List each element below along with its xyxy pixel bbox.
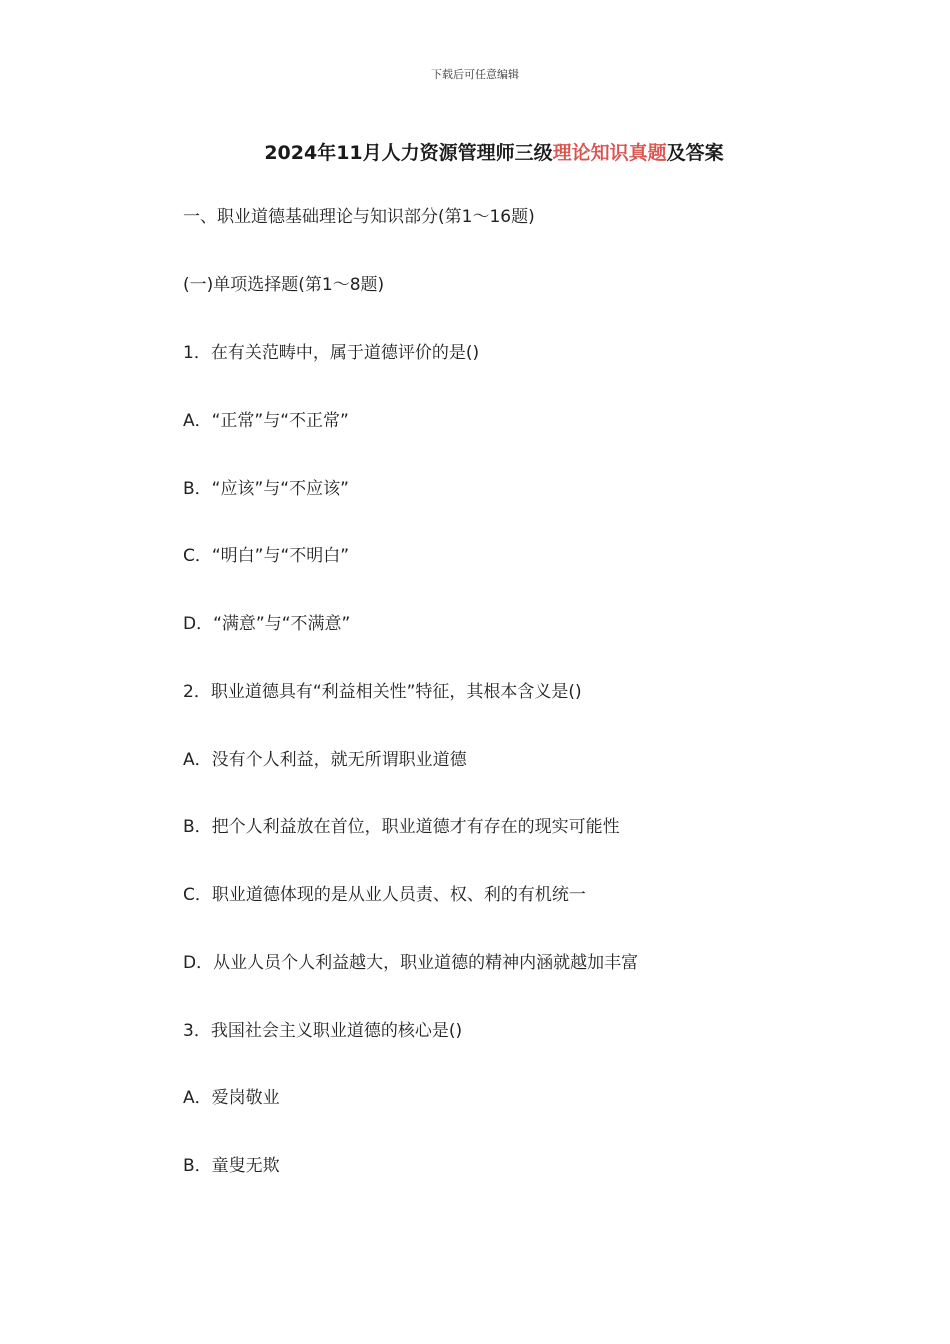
question-1-option-c: C．“明白”与“不明白”: [183, 546, 350, 566]
question-2-option-c: C．职业道德体现的是从业人员责、权、利的有机统一: [183, 885, 586, 905]
section-heading: 一、职业道德基础理论与知识部分(第1～16题): [183, 207, 535, 227]
question-2-option-b: B．把个人利益放在首位，职业道德才有存在的现实可能性: [183, 817, 620, 837]
question-3-option-b: B．童叟无欺: [183, 1156, 280, 1176]
title-part1: 2024年11月人力资源管理师三级: [264, 142, 553, 164]
title-part2: 及答案: [666, 142, 724, 164]
question-1-option-a: A．“正常”与“不正常”: [183, 411, 349, 431]
question-3: 3．我国社会主义职业道德的核心是(): [183, 1021, 463, 1041]
document-title: [0, 138, 950, 165]
question-2-option-d: D．从业人员个人利益越大，职业道德的精神内涵就越加丰富: [183, 953, 639, 973]
question-2: 2．职业道德具有“利益相关性”特征，其根本含义是(): [183, 682, 582, 702]
question-1-option-b: B．“应该”与“不应该”: [183, 479, 349, 499]
question-1-option-d: D．“满意”与“不满意”: [183, 614, 351, 634]
title-highlight: 理论知识真题: [552, 142, 667, 164]
header-note: 下载后可任意编辑: [431, 68, 519, 81]
question-1: 1．在有关范畴中，属于道德评价的是(): [183, 343, 480, 363]
question-3-option-a: A．爱岗敬业: [183, 1088, 280, 1108]
subsection-heading: (一)单项选择题(第1～8题): [183, 275, 385, 295]
question-2-option-a: A．没有个人利益，就无所谓职业道德: [183, 750, 467, 770]
